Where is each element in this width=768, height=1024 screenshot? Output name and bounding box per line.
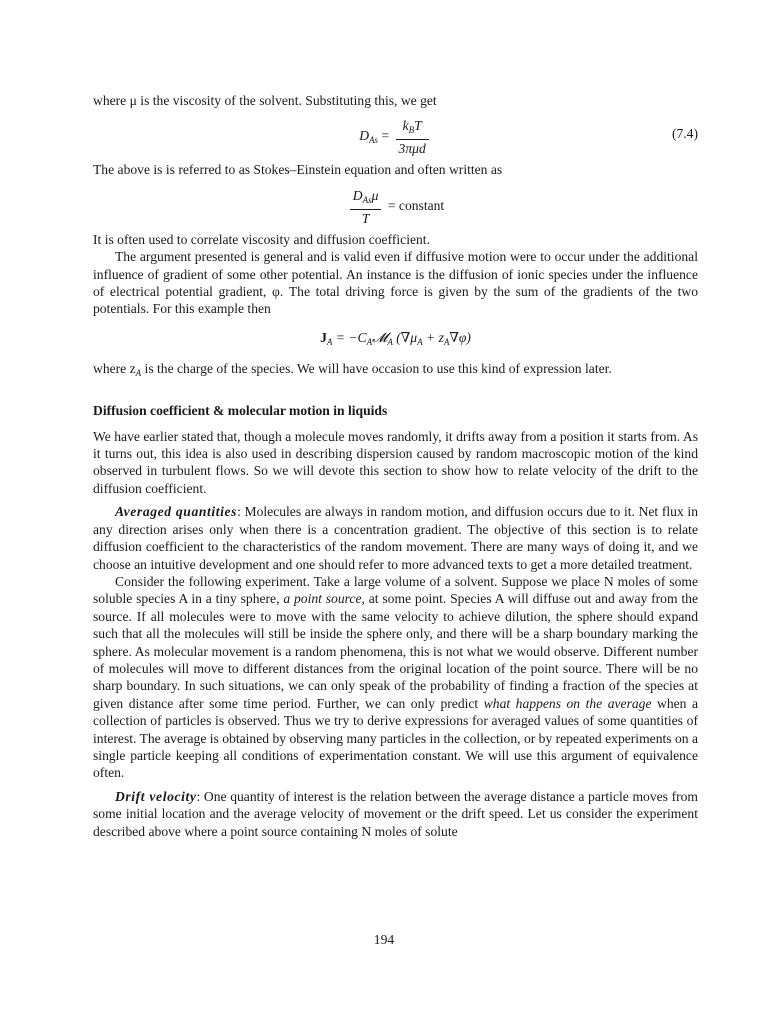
paragraph-1: where μ is the viscosity of the solvent. Substituting this, we get xyxy=(93,93,437,108)
p5-sub: A xyxy=(135,367,142,378)
eq3-part3: (∇μ xyxy=(392,329,418,345)
paragraph-6: We have earlier stated that, though a molecule moves randomly, it drifts away from a position it starts from. As it turns out, this idea is also used in describing dispersion caused by random macroscopic motion of the kind observed in turbulent flows. So we will devote this section to show how to relate velocity of the drift to the diffusion coefficient. xyxy=(93,428,698,496)
eq3-J: J xyxy=(320,329,327,345)
eq1-lhs-sub: As xyxy=(369,135,379,146)
p8-part-a: Consider the following experiment. Take a large volume of a solvent. Suppose we place N moles of some soluble species A in a tiny sphere, xyxy=(93,573,698,607)
paragraph-8 xyxy=(93,573,698,782)
eq1-den: 3πμd xyxy=(398,141,426,157)
eq3-part1: = −C xyxy=(332,329,367,345)
eq1-equals: = xyxy=(381,128,390,144)
drift-velocity-head: Drift velocity xyxy=(115,788,197,804)
eq2-fraction xyxy=(350,187,382,227)
averaged-quantities-head: Averaged quantities xyxy=(115,504,238,520)
eq1-fraction xyxy=(396,117,429,157)
paragraph-4: The argument presented is general and is valid even if diffusive motion were to occur under the additional influence of gradient of some other potential. An instance is the diffusion of ionic species under the influence of electrical potential gradient, φ. The total driving force is given by the sum of the gradients of the two potentials. For this example then xyxy=(93,249,698,317)
paragraph-9 xyxy=(93,788,698,840)
eq3-part5: ∇φ) xyxy=(449,329,471,345)
p8-emphasis-2: what happens on the average xyxy=(483,695,652,711)
eq3-part1-sub: A xyxy=(366,336,373,347)
eq1-lhs: D xyxy=(359,128,370,144)
page-number: 194 xyxy=(373,932,395,947)
eq1-num-tail: T xyxy=(414,118,422,134)
p8-part-c: when a collection of particles is observed. Thus we try to derive expressions for averaged values of some quantities of interest. The average is obtained by observing many particles in the collection, or by repeated experiments on a single particle keeping all conditions of experimentation constant. We will use this argument of equivalence often. xyxy=(93,695,699,781)
eq3-J-sub: A xyxy=(326,336,333,347)
eq3-part2-sub: A xyxy=(387,336,393,347)
eq3-part3-sub: A xyxy=(417,336,423,347)
equation-7-4 xyxy=(93,115,698,155)
equation-stokes-einstein xyxy=(93,185,698,225)
eq2-num-sub: As xyxy=(362,194,372,205)
eq3-part4-sub: A xyxy=(443,336,450,347)
p7-text: : Molecules are always in random motion, and diffusion occurs due to it. Net flux in any direction arises only when there is a concentration gradient. The objective of this section is to relate diffusion coefficient to the characteristics of the random movement. There are many ways of doing it, and we choose an intuitive development and one should refer to more advanced texts to get a more detailed treatment. xyxy=(93,504,698,572)
eq2-num: D xyxy=(352,187,363,203)
eq2-den: T xyxy=(361,210,370,226)
eq2-rhs: = constant xyxy=(387,197,445,213)
p5-part-a: where z xyxy=(93,360,136,376)
p8-emphasis-1: a point source xyxy=(283,591,362,607)
equation-flux xyxy=(93,324,698,354)
p5-part-b: is the charge of the species. We will have occasion to use this kind of expression later. xyxy=(141,360,612,376)
p9-text: : One quantity of interest is the relation between the average distance a particle moves from some initial location and the average velocity of movement or the drift speed. Let us consider the experiment described above where a point source containing N moles of solute xyxy=(93,788,699,839)
paragraph-2: The above is is referred to as Stokes–Einstein equation and often written as xyxy=(93,162,503,178)
eq1-num: k xyxy=(402,118,409,134)
eq3-part2: 𝓜 xyxy=(372,329,388,345)
page-body xyxy=(93,92,698,840)
paragraph-5 xyxy=(93,360,698,382)
eq2-num-tail: μ xyxy=(371,187,379,203)
paragraph-3: It is often used to correlate viscosity and diffusion coefficient. xyxy=(93,231,430,247)
eq1-num-sub: B xyxy=(408,125,415,136)
eq1-number: (7.4) xyxy=(671,126,698,142)
paragraph-7 xyxy=(93,503,698,573)
p8-part-b: , at some point. Species A will diffuse out and away from the source. If all molecules were to move with the same velocity to achieve dilution, the sphere should expand such that all the molecules will still be inside the sphere only, and there will be a sharp boundary marking the sphere. As molecular movement is a random phenomena, this is not what we would observe. Different number of molecules will move to different distances from the original location of the point source. There will be no sharp boundary. In such situations, we can only speak of the probability of finding a fraction of the species at given distance after some time period. Further, we can only predict xyxy=(93,591,698,711)
eq3-part4: + z xyxy=(422,329,444,345)
section-heading: Diffusion coefficient & molecular motion in liquids xyxy=(93,403,388,419)
